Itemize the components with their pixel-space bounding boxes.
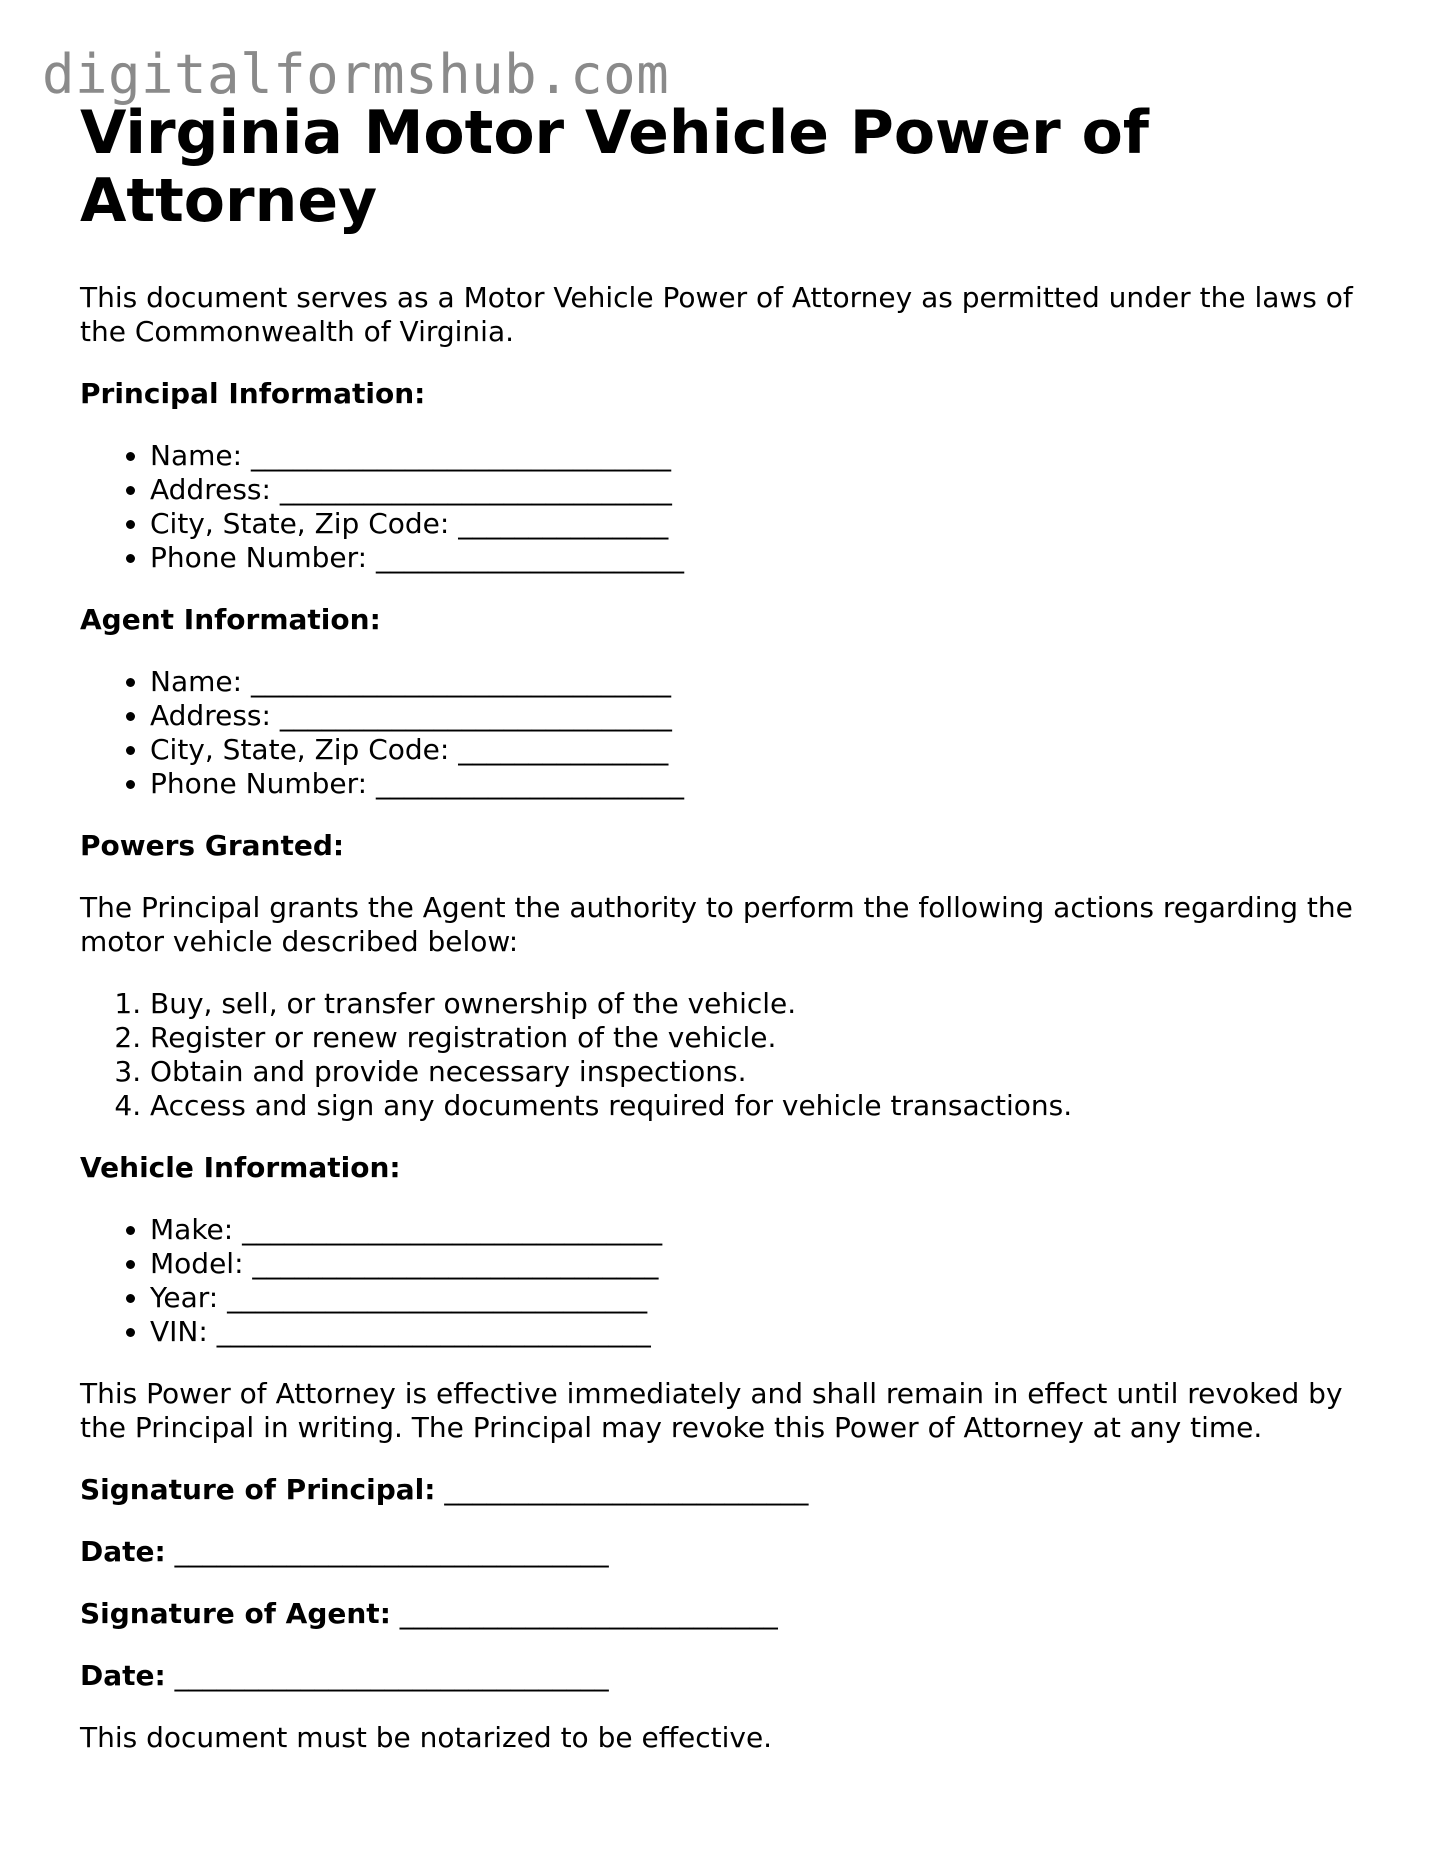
signature-blank[interactable]: __________________________ [444,1473,809,1506]
field-label: Phone Number: [150,767,368,800]
signature-label: Signature of Agent: [80,1597,391,1630]
field-label: City, State, Zip Code: [150,507,450,540]
field-blank[interactable]: _______________ [458,507,669,540]
powers-list [80,987,1370,1123]
vehicle-heading: Vehicle Information: [80,1151,401,1184]
power-item: 4. Access and sign any documents required for vehicle transactions. [150,1089,1370,1123]
powers-heading: Powers Granted: [80,829,345,862]
field-blank[interactable]: ______________________________ [242,1213,663,1246]
principal-address-field [150,473,1370,507]
field-blank[interactable]: ______________________________ [250,439,671,472]
power-item: 2. Register or renew registration of the vehicle. [150,1021,1370,1055]
principal-date-line [80,1535,1370,1569]
principal-name-field [150,439,1370,473]
field-label: Phone Number: [150,541,368,574]
agent-address-field [150,699,1370,733]
principal-field-list [80,439,1370,575]
effective-paragraph: This Power of Attorney is effective immediately and shall remain in effect until revoked by the Principal in writing. The Principal may revoke this Power of Attorney at any time. [80,1377,1343,1444]
field-label: VIN: [150,1315,208,1348]
date-label: Date: [80,1535,166,1568]
field-label: Make: [150,1213,234,1246]
agent-date-line [80,1659,1370,1693]
vehicle-vin-field [150,1315,1370,1349]
agent-signature-line [80,1597,1370,1631]
field-blank[interactable]: ______________________________ [227,1281,648,1314]
agent-heading: Agent Information: [80,603,381,636]
intro-paragraph: This document serves as a Motor Vehicle Power of Attorney as permitted under the laws of the Commonwealth of Virginia. [80,281,1353,348]
powers-paragraph: The Principal grants the Agent the authority to perform the following actions regarding the motor vehicle described below: [80,891,1353,958]
power-item: 3. Obtain and provide necessary inspections. [150,1055,1370,1089]
field-label: Year: [150,1281,219,1314]
principal-signature-line [80,1473,1370,1507]
principal-heading: Principal Information: [80,377,426,410]
agent-city-state-zip-field [150,733,1370,767]
field-blank[interactable]: ______________________________ [250,665,671,698]
field-blank[interactable]: ____________________________ [279,473,672,506]
date-blank[interactable]: _______________________________ [174,1659,609,1692]
agent-field-list [80,665,1370,801]
field-blank[interactable]: ______________________ [375,767,684,800]
field-label: Model: [150,1247,244,1280]
document-page [80,99,1370,1755]
field-blank[interactable]: _____________________________ [252,1247,659,1280]
agent-phone-field [150,767,1370,801]
watermark: digitalformshub.com [42,43,670,106]
notary-paragraph: This document must be notarized to be effective. [80,1721,773,1754]
field-blank[interactable]: ______________________ [375,541,684,574]
power-item: 1. Buy, sell, or transfer ownership of the vehicle. [150,987,1370,1021]
field-label: Name: [150,439,243,472]
field-label: City, State, Zip Code: [150,733,450,766]
page-title: Virginia Motor Vehicle Power of Attorney [80,98,1149,236]
agent-name-field [150,665,1370,699]
vehicle-year-field [150,1281,1370,1315]
field-blank[interactable]: ____________________________ [279,699,672,732]
field-blank[interactable]: _______________________________ [216,1315,651,1348]
field-label: Name: [150,665,243,698]
principal-city-state-zip-field [150,507,1370,541]
field-label: Address: [150,473,271,506]
signature-blank[interactable]: ___________________________ [399,1597,778,1630]
principal-phone-field [150,541,1370,575]
field-blank[interactable]: _______________ [458,733,669,766]
vehicle-make-field [150,1213,1370,1247]
field-label: Address: [150,699,271,732]
date-label: Date: [80,1659,166,1692]
signature-label: Signature of Principal: [80,1473,436,1506]
vehicle-field-list [80,1213,1370,1349]
vehicle-model-field [150,1247,1370,1281]
date-blank[interactable]: _______________________________ [174,1535,609,1568]
